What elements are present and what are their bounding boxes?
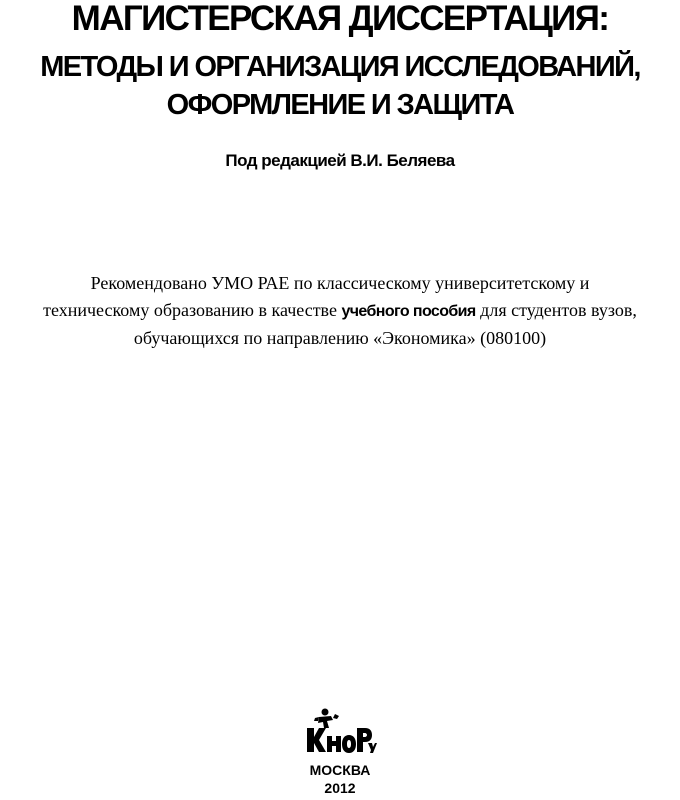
recommendation-line-2-end: для студентов вузов,	[475, 299, 637, 320]
recommendation-emphasis: учебного пособия	[341, 302, 476, 320]
recommendation-line-3: обучающихся по направлению «Экономика» (080100)	[133, 328, 547, 348]
logo-letters	[307, 728, 377, 753]
book-title-line-1: МАГИСТЕРСКАЯ ДИССЕРТАЦИЯ:	[71, 0, 609, 38]
recommendation-text	[0, 270, 680, 352]
book-title-line-3: ОФОРМЛЕНИЕ И ЗАЩИТА	[166, 89, 514, 121]
publisher-city: МОСКВА	[309, 762, 371, 778]
recommendation-line-2	[0, 297, 680, 326]
recommendation-line-2-start: техническому образованию в качестве	[43, 299, 342, 320]
book-title-line-2: МЕТОДЫ И ОРГАНИЗАЦИЯ ИССЛЕДОВАНИЙ,	[40, 51, 640, 83]
publication-year: 2012	[324, 780, 356, 796]
logo-figure	[314, 709, 339, 729]
editor-line: Под редакцией В.И. Беляева	[225, 151, 455, 170]
recommendation-line-1: Рекомендовано УМО РАЕ по классическому университетскому и	[90, 273, 590, 293]
publisher-logo	[305, 706, 377, 758]
